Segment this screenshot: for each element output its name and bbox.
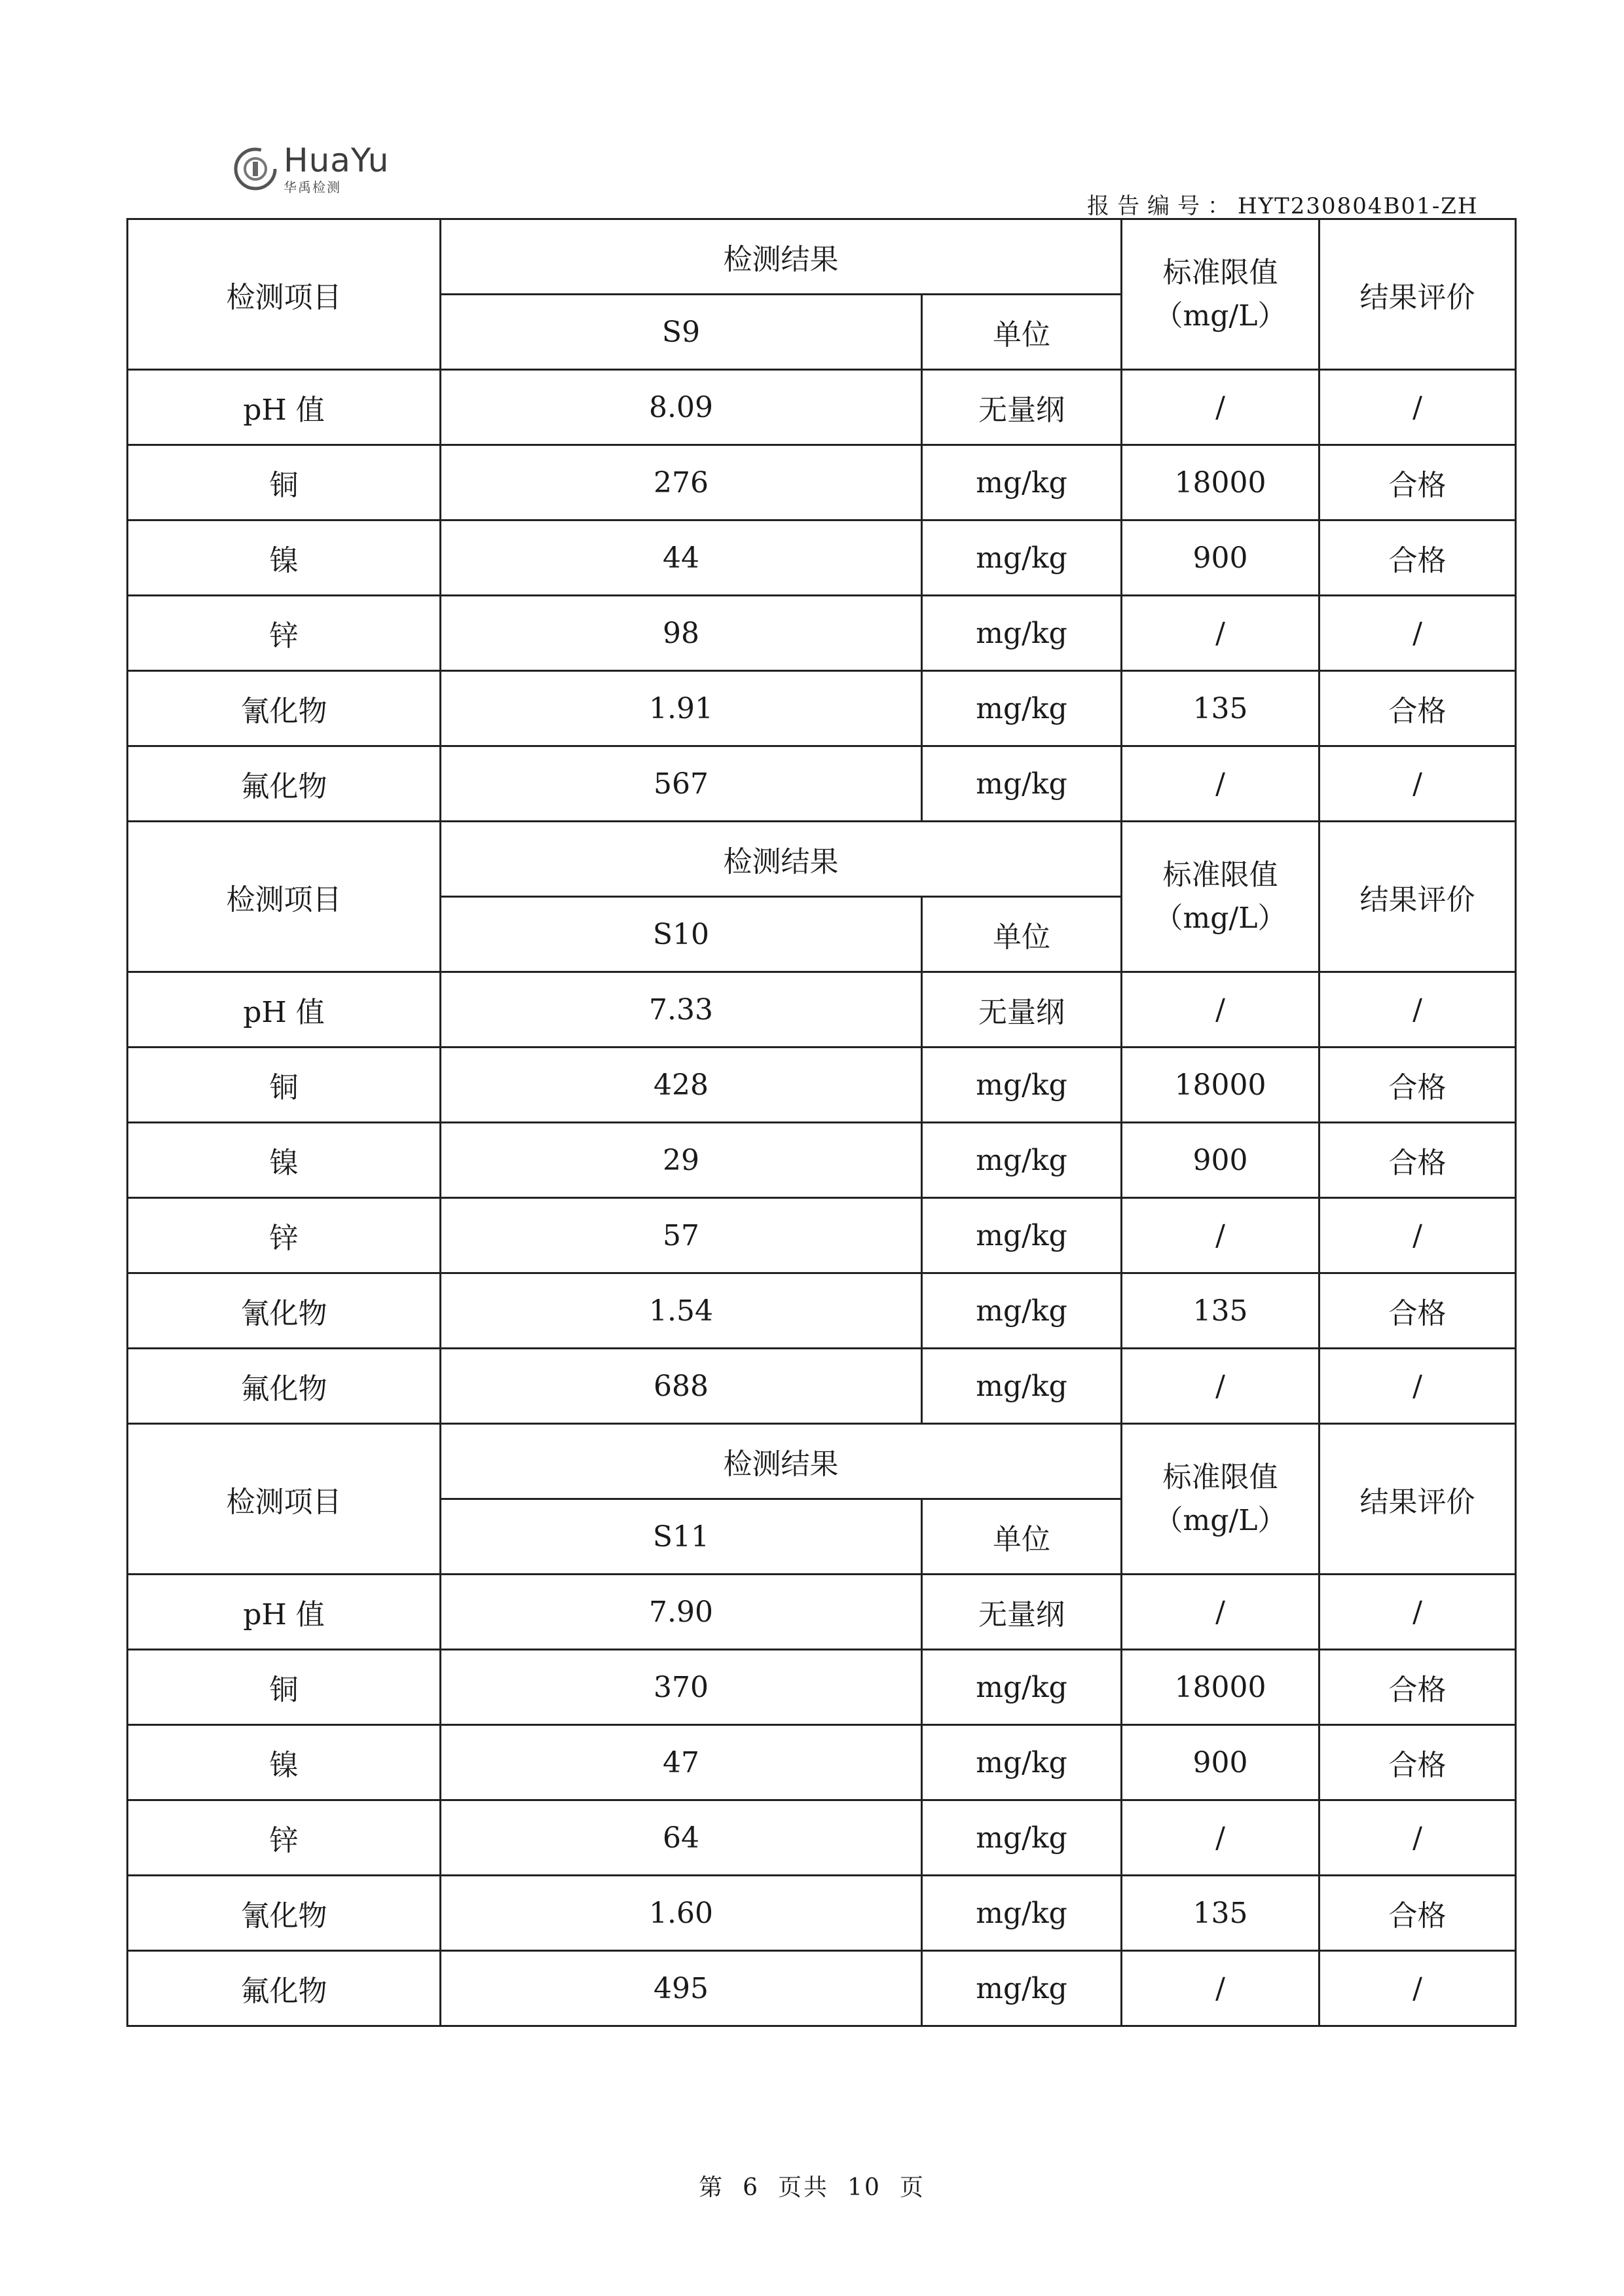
- page-footer: [0, 2169, 1624, 2202]
- cell-unit: mg/kg: [922, 1800, 1122, 1876]
- cell-limit: /: [1122, 1575, 1320, 1650]
- cell-unit: mg/kg: [922, 746, 1122, 822]
- cell-value: 29: [441, 1123, 922, 1198]
- cell-item: pH 值: [128, 1575, 441, 1650]
- cell-evaluation: /: [1320, 1800, 1516, 1876]
- cell-unit: mg/kg: [922, 1123, 1122, 1198]
- table-row: [128, 1725, 1516, 1800]
- cell-unit: mg/kg: [922, 1198, 1122, 1273]
- cell-item: 镍: [128, 1725, 441, 1800]
- table-row: [128, 370, 1516, 445]
- cell-limit: /: [1122, 746, 1320, 822]
- header-limit: [1122, 822, 1320, 972]
- cell-value: 8.09: [441, 370, 922, 445]
- cell-item: 镍: [128, 1123, 441, 1198]
- section-header-row: [128, 219, 1516, 295]
- cell-evaluation: 合格: [1320, 1876, 1516, 1951]
- cell-evaluation: 合格: [1320, 445, 1516, 520]
- cell-limit: 18000: [1122, 1048, 1320, 1123]
- cell-unit: 无量纲: [922, 1575, 1122, 1650]
- cell-item: 氰化物: [128, 1876, 441, 1951]
- cell-evaluation: /: [1320, 1349, 1516, 1424]
- cell-unit: mg/kg: [922, 520, 1122, 596]
- table-row: [128, 1800, 1516, 1876]
- total-pages: 10: [847, 2174, 881, 2201]
- cell-limit: 900: [1122, 520, 1320, 596]
- sample-id: S9: [441, 295, 922, 370]
- footer-prefix: 第: [699, 2174, 725, 2201]
- report-number-label: 报告编号：: [1087, 193, 1238, 219]
- header-limit-line2: （mg/L）: [1154, 901, 1287, 935]
- cell-limit: 135: [1122, 671, 1320, 746]
- logo-icon: [232, 146, 278, 192]
- cell-value: 98: [441, 596, 922, 671]
- table-row: [128, 596, 1516, 671]
- header-evaluation: 结果评价: [1320, 219, 1516, 370]
- section-header-row: [128, 1424, 1516, 1499]
- cell-item: 铜: [128, 1650, 441, 1725]
- header-limit-line2: （mg/L）: [1154, 299, 1287, 333]
- cell-item: 锌: [128, 1198, 441, 1273]
- cell-evaluation: 合格: [1320, 1650, 1516, 1725]
- cell-item: 氟化物: [128, 1349, 441, 1424]
- cell-value: 1.91: [441, 671, 922, 746]
- cell-item: 氟化物: [128, 1951, 441, 2026]
- header-item: 检测项目: [128, 822, 441, 972]
- current-page: 6: [743, 2174, 760, 2201]
- cell-limit: 18000: [1122, 1650, 1320, 1725]
- cell-item: 铜: [128, 1048, 441, 1123]
- header-limit-line1: 标准限值: [1162, 858, 1278, 892]
- cell-evaluation: /: [1320, 596, 1516, 671]
- cell-unit: mg/kg: [922, 1048, 1122, 1123]
- cell-unit: mg/kg: [922, 596, 1122, 671]
- table-row: [128, 520, 1516, 596]
- cell-limit: 18000: [1122, 445, 1320, 520]
- table-row: [128, 1650, 1516, 1725]
- cell-unit: mg/kg: [922, 1951, 1122, 2026]
- cell-value: 370: [441, 1650, 922, 1725]
- header-unit: 单位: [922, 897, 1122, 972]
- table-row: [128, 1123, 1516, 1198]
- cell-unit: mg/kg: [922, 1349, 1122, 1424]
- header-item: 检测项目: [128, 219, 441, 370]
- header-limit-line1: 标准限值: [1162, 1460, 1278, 1494]
- cell-evaluation: 合格: [1320, 1273, 1516, 1349]
- cell-item: 镍: [128, 520, 441, 596]
- cell-evaluation: /: [1320, 972, 1516, 1048]
- cell-value: 47: [441, 1725, 922, 1800]
- cell-evaluation: 合格: [1320, 1123, 1516, 1198]
- cell-limit: /: [1122, 1349, 1320, 1424]
- logo-brand: HuaYu: [284, 141, 390, 179]
- cell-item: 锌: [128, 596, 441, 671]
- cell-value: 44: [441, 520, 922, 596]
- cell-evaluation: /: [1320, 746, 1516, 822]
- sample-id: S10: [441, 897, 922, 972]
- cell-item: 锌: [128, 1800, 441, 1876]
- cell-value: 7.90: [441, 1575, 922, 1650]
- cell-unit: mg/kg: [922, 1650, 1122, 1725]
- cell-item: 铜: [128, 445, 441, 520]
- section-header-row: [128, 822, 1516, 897]
- results-table-body: [128, 219, 1516, 2026]
- cell-unit: mg/kg: [922, 1876, 1122, 1951]
- cell-limit: /: [1122, 1800, 1320, 1876]
- header-evaluation: 结果评价: [1320, 822, 1516, 972]
- cell-limit: 900: [1122, 1123, 1320, 1198]
- cell-limit: 135: [1122, 1273, 1320, 1349]
- cell-limit: /: [1122, 1198, 1320, 1273]
- cell-value: 1.60: [441, 1876, 922, 1951]
- table-row: [128, 746, 1516, 822]
- table-row: [128, 1349, 1516, 1424]
- cell-evaluation: 合格: [1320, 1725, 1516, 1800]
- logo-subtitle: 华禹检测: [284, 179, 341, 195]
- cell-item: 氟化物: [128, 746, 441, 822]
- cell-value: 428: [441, 1048, 922, 1123]
- cell-value: 495: [441, 1951, 922, 2026]
- cell-item: pH 值: [128, 972, 441, 1048]
- header-limit-line1: 标准限值: [1162, 255, 1278, 289]
- header-limit: [1122, 219, 1320, 370]
- header-result: 检测结果: [441, 822, 1122, 897]
- report-number-value: HYT230804B01-ZH: [1238, 193, 1479, 219]
- cell-unit: mg/kg: [922, 1725, 1122, 1800]
- header-evaluation: 结果评价: [1320, 1424, 1516, 1575]
- table-row: [128, 671, 1516, 746]
- cell-evaluation: 合格: [1320, 1048, 1516, 1123]
- table-row: [128, 972, 1516, 1048]
- cell-value: 64: [441, 1800, 922, 1876]
- cell-unit: 无量纲: [922, 370, 1122, 445]
- footer-suffix: 页: [899, 2174, 925, 2201]
- footer-middle: 页共: [778, 2174, 830, 2201]
- cell-limit: /: [1122, 596, 1320, 671]
- results-table: [126, 218, 1517, 2027]
- header-unit: 单位: [922, 1499, 1122, 1575]
- cell-value: 57: [441, 1198, 922, 1273]
- cell-evaluation: /: [1320, 1951, 1516, 2026]
- cell-limit: 135: [1122, 1876, 1320, 1951]
- header-limit-line2: （mg/L）: [1154, 1503, 1287, 1537]
- cell-value: 567: [441, 746, 922, 822]
- cell-limit: 900: [1122, 1725, 1320, 1800]
- sample-id: S11: [441, 1499, 922, 1575]
- cell-unit: mg/kg: [922, 671, 1122, 746]
- table-row: [128, 445, 1516, 520]
- header-result: 检测结果: [441, 1424, 1122, 1499]
- table-row: [128, 1273, 1516, 1349]
- cell-value: 688: [441, 1349, 922, 1424]
- header-item: 检测项目: [128, 1424, 441, 1575]
- cell-item: pH 值: [128, 370, 441, 445]
- cell-item: 氰化物: [128, 671, 441, 746]
- table-row: [128, 1048, 1516, 1123]
- table-row: [128, 1198, 1516, 1273]
- header-result: 检测结果: [441, 219, 1122, 295]
- cell-limit: /: [1122, 1951, 1320, 2026]
- cell-evaluation: /: [1320, 370, 1516, 445]
- table-row: [128, 1575, 1516, 1650]
- company-logo: [232, 141, 390, 195]
- table-row: [128, 1951, 1516, 2026]
- cell-unit: mg/kg: [922, 1273, 1122, 1349]
- report-number: [1087, 188, 1479, 220]
- header-limit: [1122, 1424, 1320, 1575]
- cell-unit: 无量纲: [922, 972, 1122, 1048]
- cell-value: 276: [441, 445, 922, 520]
- cell-evaluation: /: [1320, 1575, 1516, 1650]
- cell-evaluation: /: [1320, 1198, 1516, 1273]
- cell-evaluation: 合格: [1320, 671, 1516, 746]
- cell-value: 1.54: [441, 1273, 922, 1349]
- cell-evaluation: 合格: [1320, 520, 1516, 596]
- cell-item: 氰化物: [128, 1273, 441, 1349]
- table-row: [128, 1876, 1516, 1951]
- cell-value: 7.33: [441, 972, 922, 1048]
- cell-unit: mg/kg: [922, 445, 1122, 520]
- cell-limit: /: [1122, 972, 1320, 1048]
- cell-limit: /: [1122, 370, 1320, 445]
- header-unit: 单位: [922, 295, 1122, 370]
